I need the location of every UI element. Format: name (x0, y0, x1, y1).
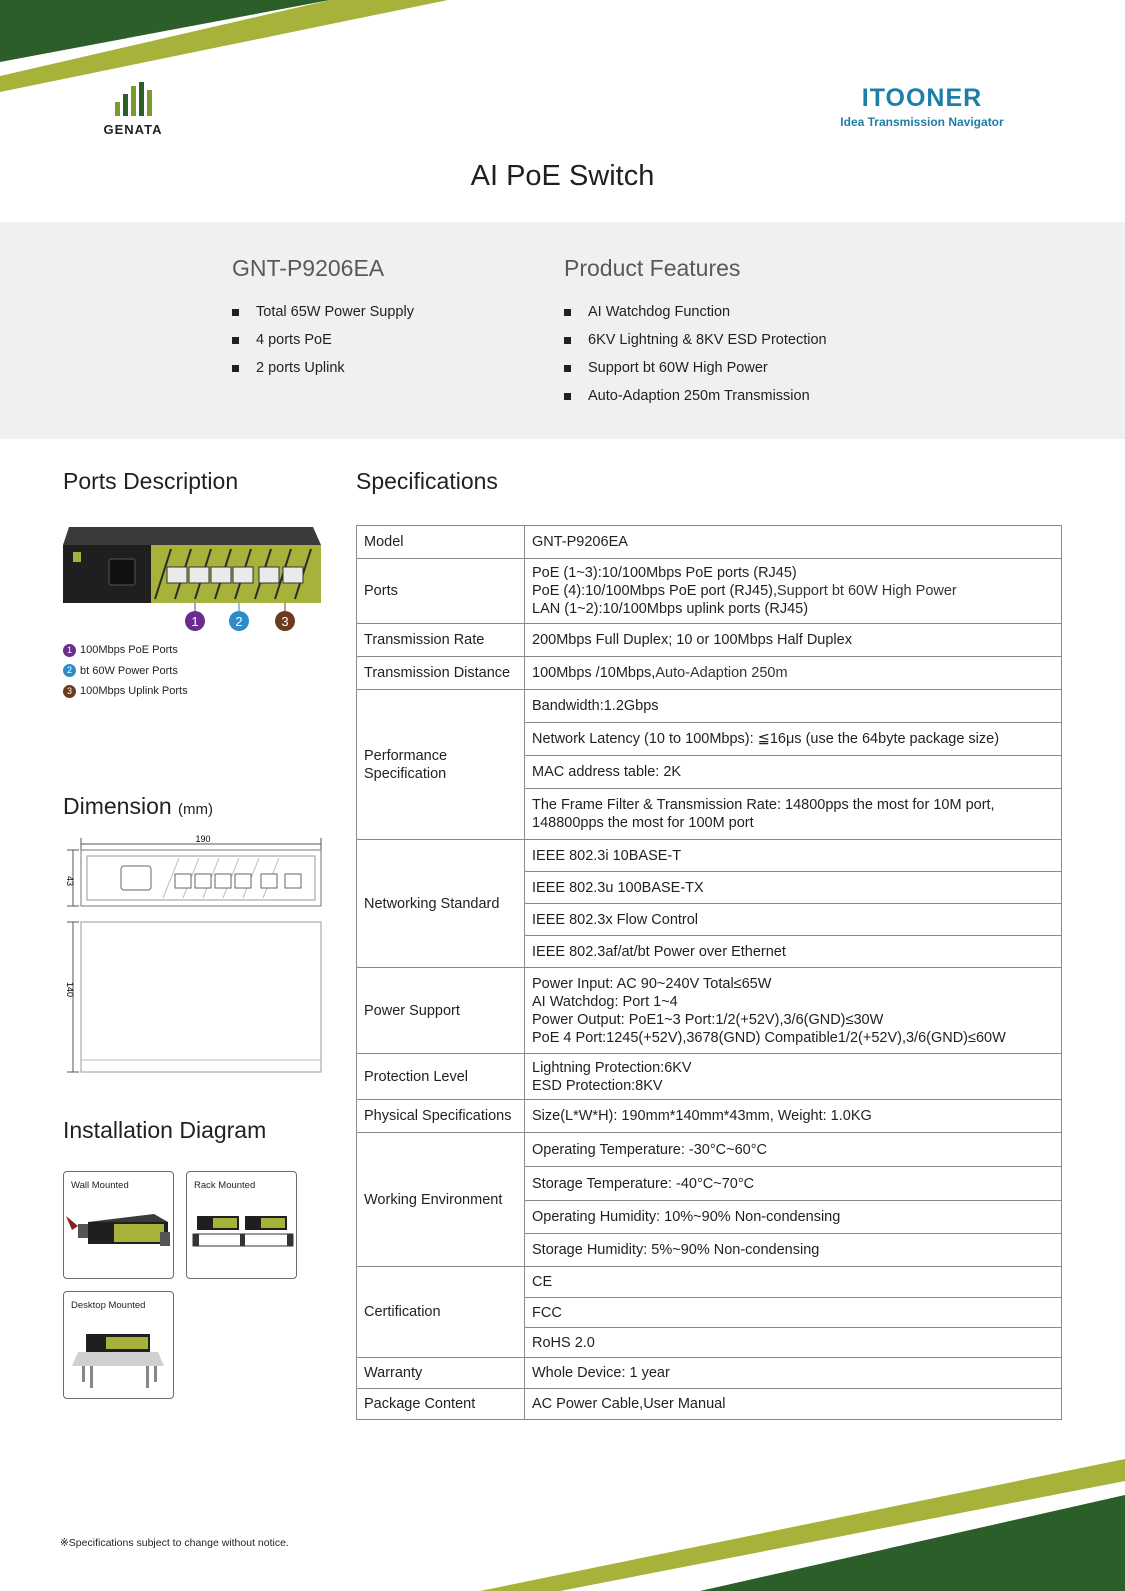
legend-label: 100Mbps Uplink Ports (80, 685, 188, 698)
bullet-icon (232, 309, 239, 316)
logo-bar (147, 90, 152, 116)
spec-value (525, 789, 1062, 840)
list-item-text: AI Watchdog Function (588, 304, 731, 320)
ports-legend (63, 640, 188, 702)
bullet-icon (232, 337, 239, 344)
install-card-desktop (63, 1291, 174, 1399)
spec-value-line: ESD Protection:8KV (532, 1077, 663, 1094)
legend-number-badge: 3 (63, 685, 76, 698)
table-row (357, 657, 1062, 690)
spec-value: IEEE 802.3af/at/bt Power over Ethernet (525, 936, 1062, 968)
list-item (232, 326, 414, 354)
itooner-tagline: Idea Transmission Navigator (840, 115, 1004, 129)
top-corner-stripes (0, 0, 460, 95)
switch-front-illustration (63, 525, 323, 633)
dimension-heading-text: Dimension (63, 793, 172, 819)
callout-3-number: 3 (281, 614, 289, 629)
spec-label: Transmission Distance (357, 657, 525, 690)
list-item (564, 354, 827, 382)
feature-band (0, 222, 1125, 439)
spec-value: IEEE 802.3i 10BASE-T (525, 840, 1062, 872)
spec-value-line: 148800pps the most for 100M port (532, 815, 754, 831)
bullet-icon (564, 309, 571, 316)
spec-value: CE (525, 1267, 1062, 1298)
callout-2-number: 2 (235, 614, 243, 629)
bullet-icon (232, 365, 239, 372)
spec-value: Operating Temperature: -30°C~60°C (525, 1133, 1062, 1167)
spec-value-highlight: Auto-Adaption 250m (655, 665, 788, 681)
legend-item (63, 661, 188, 682)
spec-value (525, 657, 1062, 690)
spec-label: Power Support (357, 968, 525, 1054)
spec-value: GNT-P9206EA (525, 526, 1062, 559)
spec-label: Performance Specification (357, 690, 525, 840)
table-row (357, 1133, 1062, 1167)
spec-value: Size(L*W*H): 190mm*140mm*43mm, Weight: 1.0KG (525, 1100, 1062, 1133)
spec-value-line: Power Input: AC 90~240V Total≤65W (532, 975, 772, 992)
table-row (357, 1389, 1062, 1420)
install-card-wall (63, 1171, 174, 1279)
spec-value: AC Power Cable,User Manual (525, 1389, 1062, 1420)
callout-1-number: 1 (191, 614, 199, 629)
product-features (564, 255, 827, 410)
logo-bar (131, 86, 136, 116)
spec-label: Transmission Rate (357, 624, 525, 657)
spec-value-line (532, 582, 1054, 600)
installation-heading: Installation Diagram (63, 1117, 267, 1143)
genata-logo-mark (98, 82, 168, 116)
spec-value-line: Lightning Protection:6KV (532, 1059, 692, 1076)
spec-label: Warranty (357, 1358, 525, 1389)
spec-label: Ports (357, 559, 525, 624)
spec-value-highlight: Support bt 60W High Power (777, 583, 957, 599)
spec-value: 200Mbps Full Duplex; 10 or 100Mbps Half Duplex (525, 624, 1062, 657)
genata-logo (98, 82, 168, 137)
bullet-icon (564, 337, 571, 344)
spec-value-line: Power Output: PoE1~3 Port:1/2(+52V),3/6(GND)≤30W (532, 1011, 884, 1028)
logo-bar (139, 82, 144, 116)
list-item (232, 354, 414, 382)
list-item (564, 298, 827, 326)
table-row (357, 559, 1062, 624)
model-feature-list (232, 298, 414, 382)
legend-number-badge: 2 (63, 664, 76, 677)
legend-item (63, 681, 188, 702)
ports-description-heading: Ports Description (63, 468, 239, 494)
spec-label: Certification (357, 1267, 525, 1358)
list-item-text: 6KV Lightning & 8KV ESD Protection (588, 332, 827, 348)
spec-value-line: The Frame Filter & Transmission Rate: 14800pps the most for 10M port, (532, 797, 995, 813)
legend-label: 100Mbps PoE Ports (80, 644, 178, 657)
dimension-unit: (mm) (178, 801, 214, 818)
table-row (357, 1358, 1062, 1389)
model-summary (232, 255, 414, 382)
table-row (357, 526, 1062, 559)
bullet-icon (564, 365, 571, 372)
wall-mount-illustration (64, 1202, 175, 1272)
table-row (357, 968, 1062, 1054)
install-label: Desktop Mounted (71, 1300, 146, 1311)
itooner-logo (832, 84, 1012, 129)
specifications-table (356, 525, 1062, 1420)
list-item-text: 4 ports PoE (256, 332, 332, 348)
spec-label: Protection Level (357, 1054, 525, 1100)
logo-bar (115, 102, 120, 116)
features-heading: Product Features (564, 255, 741, 281)
logo-bar (123, 94, 128, 116)
spec-value-line: PoE (1~3):10/100Mbps PoE ports (RJ45) (532, 565, 797, 581)
genata-logo-text: GENATA (103, 122, 163, 137)
spec-value: FCC (525, 1298, 1062, 1328)
spec-value: Storage Humidity: 5%~90% Non-condensing (525, 1234, 1062, 1267)
table-row (357, 690, 1062, 723)
bullet-icon (564, 393, 571, 400)
spec-value: Operating Humidity: 10%~90% Non-condensing (525, 1201, 1062, 1234)
page-title: AI PoE Switch (470, 160, 655, 192)
dimension-heading (63, 793, 213, 820)
spec-value (525, 559, 1062, 624)
list-item (564, 382, 827, 410)
list-item-text: Total 65W Power Supply (256, 304, 414, 320)
legend-item (63, 640, 188, 661)
spec-label: Physical Specifications (357, 1100, 525, 1133)
table-row (357, 840, 1062, 872)
width-dimension: 190 (195, 834, 211, 844)
spec-value: IEEE 802.3u 100BASE-TX (525, 872, 1062, 904)
list-item (564, 326, 827, 354)
install-card-rack (186, 1171, 297, 1279)
spec-label: Package Content (357, 1389, 525, 1420)
spec-value: Bandwidth:1.2Gbps (525, 690, 1062, 723)
legend-label: bt 60W Power Ports (80, 664, 178, 677)
legend-number-badge: 1 (63, 644, 76, 657)
list-item-text: Auto-Adaption 250m Transmission (588, 388, 810, 404)
table-row (357, 624, 1062, 657)
footnote: ※Specifications subject to change without notice. (60, 1537, 289, 1549)
spec-label: Working Environment (357, 1133, 525, 1267)
spec-value: RoHS 2.0 (525, 1328, 1062, 1358)
itooner-logo-text: ITOONER (861, 84, 983, 112)
spec-value-line: LAN (1~2):10/100Mbps uplink ports (RJ45) (532, 601, 809, 617)
spec-value-line: PoE 4 Port:1245(+52V),3678(GND) Compatible1/2(+52V),3/6(GND)≤60W (532, 1029, 1006, 1046)
dimension-drawing (63, 834, 328, 1094)
table-row (357, 1054, 1062, 1100)
spec-value-line: AI Watchdog: Port 1~4 (532, 993, 678, 1010)
list-item-text: 2 ports Uplink (256, 360, 345, 376)
spec-value-text: 100Mbps /10Mbps, (532, 665, 656, 681)
spec-value: MAC address table: 2K (525, 756, 1062, 789)
depth-dimension: 140 (65, 982, 75, 998)
spec-value: Storage Temperature: -40°C~70°C (525, 1167, 1062, 1201)
spec-label: Model (357, 526, 525, 559)
spec-label: Networking Standard (357, 840, 525, 968)
install-label: Rack Mounted (194, 1180, 256, 1191)
spec-value: Whole Device: 1 year (525, 1358, 1062, 1389)
height-dimension: 43 (65, 876, 75, 887)
table-row (357, 1100, 1062, 1133)
install-label: Wall Mounted (71, 1180, 129, 1191)
rack-mount-illustration (187, 1210, 298, 1260)
specifications-heading: Specifications (356, 468, 498, 494)
bottom-corner-stripes (0, 1451, 1125, 1591)
table-row (357, 1267, 1062, 1298)
spec-value: IEEE 802.3x Flow Control (525, 904, 1062, 936)
list-item-text: Support bt 60W High Power (588, 360, 768, 376)
list-item (232, 298, 414, 326)
product-feature-list (564, 298, 827, 410)
spec-value: Network Latency (10 to 100Mbps): ≦16μs (use the 64byte package size) (525, 723, 1062, 756)
spec-value-text: PoE (4):10/100Mbps PoE port (RJ45), (532, 583, 778, 599)
model-heading: GNT-P9206EA (232, 255, 385, 281)
desktop-mount-illustration (64, 1320, 175, 1398)
spec-value (525, 1054, 1062, 1100)
spec-value (525, 968, 1062, 1054)
